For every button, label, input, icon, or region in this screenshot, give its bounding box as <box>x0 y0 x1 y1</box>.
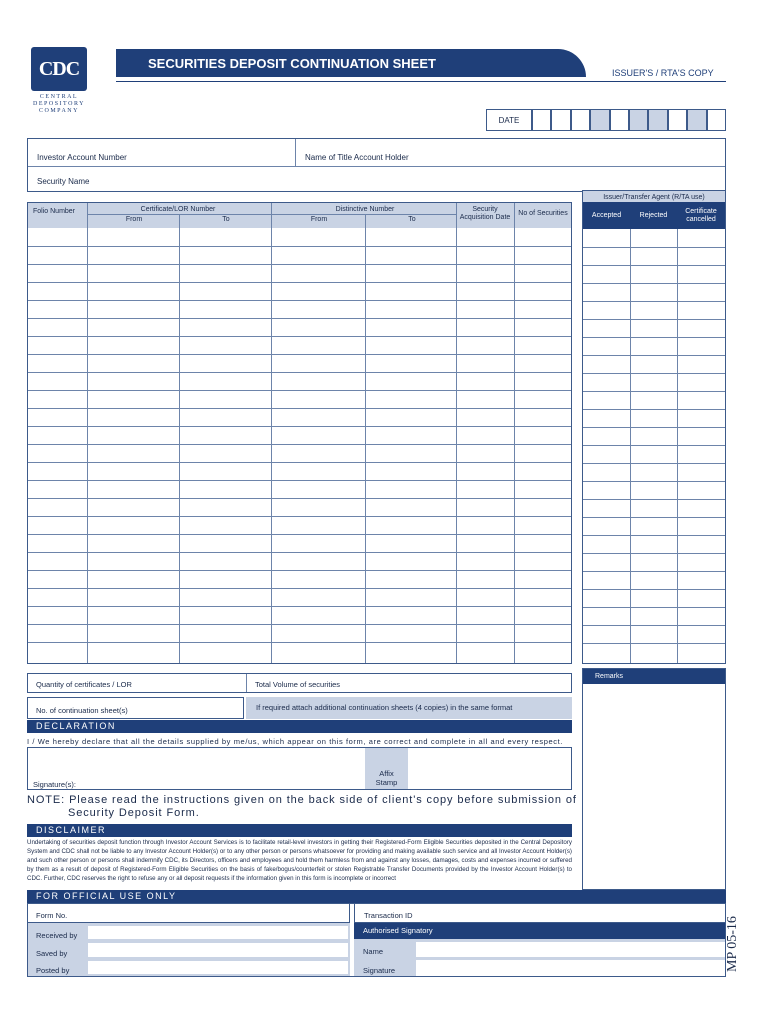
security-name-label: Security Name <box>37 177 90 186</box>
date-digit-box[interactable] <box>551 109 570 131</box>
note <box>27 794 577 820</box>
form-no-field[interactable] <box>28 904 350 923</box>
rta-row[interactable] <box>583 500 725 518</box>
table-row[interactable] <box>28 499 571 517</box>
posted-by-label: Posted by <box>36 966 70 975</box>
posted-by-field[interactable] <box>28 959 350 976</box>
title-banner <box>116 49 586 77</box>
col-dist-from-header: From <box>310 216 328 223</box>
rta-row[interactable] <box>583 302 725 320</box>
transaction-id-field[interactable] <box>354 904 725 923</box>
title-underline <box>116 81 726 82</box>
continuation-sheets-label: No. of continuation sheet(s) <box>36 706 128 715</box>
table-row[interactable] <box>28 463 571 481</box>
date-label: DATE <box>486 109 532 131</box>
date-digit-box[interactable] <box>707 109 726 131</box>
rta-row[interactable] <box>583 392 725 410</box>
table-row[interactable] <box>28 391 571 409</box>
continuation-sheets-field[interactable] <box>27 697 244 719</box>
attach-note: If required attach additional continuation sheets (4 copies) in the same format <box>246 697 572 719</box>
header-column-divider <box>514 203 515 228</box>
rta-row[interactable] <box>583 374 725 392</box>
official-use-header: FOR OFFICIAL USE ONLY <box>27 890 726 903</box>
rta-row[interactable] <box>583 320 725 338</box>
rta-row[interactable] <box>583 482 725 500</box>
signatory-name-label: Name <box>363 947 384 956</box>
table-row[interactable] <box>28 265 571 283</box>
date-digit-box[interactable] <box>648 109 667 131</box>
account-divider <box>28 166 725 167</box>
table-row[interactable] <box>28 283 571 301</box>
rta-row[interactable] <box>583 338 725 356</box>
received-by-field[interactable] <box>28 923 350 941</box>
rta-table-body[interactable] <box>583 229 725 663</box>
page-title: SECURITIES DEPOSIT CONTINUATION SHEET <box>148 56 436 71</box>
title-holder-label: Name of Title Account Holder <box>305 153 409 162</box>
col-acq-date-header: Security Acquisition Date <box>459 206 511 221</box>
rta-header-bar <box>583 202 725 229</box>
table-row[interactable] <box>28 355 571 373</box>
rta-row[interactable] <box>583 446 725 464</box>
rta-row[interactable] <box>583 608 725 626</box>
table-row[interactable] <box>28 445 571 463</box>
rta-row[interactable] <box>583 536 725 554</box>
rta-row[interactable] <box>583 356 725 374</box>
col-dist-header: Distinctive Number <box>335 206 395 213</box>
date-digit-box[interactable] <box>610 109 629 131</box>
date-digit-box[interactable] <box>532 109 551 131</box>
table-row[interactable] <box>28 481 571 499</box>
official-use-area <box>27 903 726 977</box>
rta-row[interactable] <box>583 554 725 572</box>
signatory-name-field[interactable] <box>354 939 725 958</box>
rta-row[interactable] <box>583 428 725 446</box>
account-block <box>27 138 726 192</box>
account-mid-divider <box>295 139 296 166</box>
copy-label: ISSUER'S / RTA'S COPY <box>612 68 714 78</box>
date-digit-box[interactable] <box>687 109 706 131</box>
rta-row[interactable] <box>583 410 725 428</box>
totals-row <box>27 673 572 693</box>
col-folio-header: Folio Number <box>33 208 76 215</box>
form-code: MP 05-16 <box>725 916 740 972</box>
table-row[interactable] <box>28 337 571 355</box>
date-digit-box[interactable] <box>590 109 609 131</box>
securities-table-body[interactable] <box>28 228 571 663</box>
disclaimer-header: DISCLAIMER <box>27 824 572 837</box>
signatory-signature-field[interactable] <box>354 958 725 976</box>
rta-table <box>582 190 726 664</box>
totals-divider <box>246 674 247 692</box>
cdc-logo <box>26 47 92 117</box>
table-row[interactable] <box>28 571 571 589</box>
table-row[interactable] <box>28 517 571 535</box>
saved-by-label: Saved by <box>36 949 68 958</box>
table-row[interactable] <box>28 625 571 643</box>
col-no-securities-header: No of Securities <box>518 210 568 217</box>
table-row[interactable] <box>28 553 571 571</box>
note-line-1: NOTE: Please read the instructions given on the back side of client's copy before submission of <box>27 794 577 806</box>
rta-row[interactable] <box>583 230 725 248</box>
date-field[interactable] <box>486 109 726 131</box>
securities-table <box>27 202 572 664</box>
signature-label: Signature(s): <box>33 780 76 789</box>
cdc-logo-mark: CDC <box>31 47 87 91</box>
declaration-header: DECLARATION <box>27 720 572 733</box>
col-dist-to-header: To <box>408 216 416 223</box>
cert-subheader-line <box>88 214 272 215</box>
qty-certificates-label: Quantity of certificates / LOR <box>36 680 132 689</box>
table-row[interactable] <box>28 319 571 337</box>
col-cert-to-header: To <box>222 216 230 223</box>
table-row[interactable] <box>28 301 571 319</box>
date-digit-box[interactable] <box>668 109 687 131</box>
signatory-signature-label: Signature <box>363 966 396 975</box>
rta-row[interactable] <box>583 626 725 644</box>
rta-header: Issuer/Transfer Agent (R/TA use) <box>603 193 705 201</box>
rta-cert-cancelled-header: Certificate cancelled <box>685 207 717 223</box>
saved-by-field[interactable] <box>28 941 350 959</box>
rta-accepted-header: Accepted <box>591 212 622 219</box>
rta-row[interactable] <box>583 590 725 608</box>
investor-account-label: Investor Account Number <box>37 153 127 162</box>
rta-rejected-header: Rejected <box>639 212 668 219</box>
transaction-id-label: Transaction ID <box>364 911 413 920</box>
header-subcolumn-divider <box>365 214 366 228</box>
col-cert-header: Certificate/LOR Number <box>140 206 216 213</box>
disclaimer-text: Undertaking of securities deposit function through Investor Account Services is to facilitate retail-level investors in getting their Registered-Form Eligible Securities deposited in the Central Depository System and CDC shall not be liable to any Investor Account Holder(s) or to any other person or persons whatsoever for providing and making available such service and all Investor Account Holder(s) and such other person or persons shall indemnify CDC, its Directors, officers and employees and hold them harmless from and against any losses, damages, costs and expenses incurred or suffered by them as a result of deposit of Registered-Form Eligible Securities on the basis of fake/bogus/counterfeit or stolen Registrable Transfer Documents provided by the Investor Account Holder(s) to CDC. Further, CDC reserves the right to refuse any or all deposit requests if the information given in this form is incomplete or incorrect <box>27 839 572 882</box>
authorised-signatory-header: Authorised Signatory <box>354 923 725 939</box>
declaration-text: I / We hereby declare that all the details supplied by me/us, which appear on this form, are correct and complete in all and every respect. <box>27 737 563 746</box>
date-digit-box[interactable] <box>629 109 648 131</box>
table-row[interactable] <box>28 535 571 553</box>
table-row[interactable] <box>28 409 571 427</box>
rta-row[interactable] <box>583 518 725 536</box>
table-row[interactable] <box>28 589 571 607</box>
total-volume-label: Total Volume of securities <box>255 680 341 689</box>
rta-row[interactable] <box>583 284 725 302</box>
signature-box[interactable] <box>27 747 572 790</box>
header-column-divider <box>456 203 457 228</box>
table-row[interactable] <box>28 607 571 625</box>
cdc-logo-text: CENTRAL DEPOSITORY COMPANY <box>33 94 85 114</box>
table-row[interactable] <box>28 427 571 445</box>
table-row[interactable] <box>28 373 571 391</box>
note-line-2: Security Deposit Form. <box>68 807 200 819</box>
date-digit-box[interactable] <box>571 109 590 131</box>
affix-stamp-area: Affix Stamp <box>365 748 408 789</box>
col-cert-from-header: From <box>125 216 143 223</box>
header-column-divider <box>271 203 272 228</box>
dist-subheader-line <box>272 214 456 215</box>
header-subcolumn-divider <box>179 214 180 228</box>
remarks-box[interactable] <box>582 668 726 890</box>
rta-row[interactable] <box>583 266 725 284</box>
table-row[interactable] <box>28 229 571 247</box>
table-row[interactable] <box>28 247 571 265</box>
received-by-label: Received by <box>36 931 78 940</box>
remarks-header: Remarks <box>583 669 725 684</box>
rta-row[interactable] <box>583 464 725 482</box>
form-no-label: Form No. <box>36 911 68 920</box>
rta-row[interactable] <box>583 248 725 266</box>
header-column-divider <box>87 203 88 228</box>
rta-row[interactable] <box>583 572 725 590</box>
